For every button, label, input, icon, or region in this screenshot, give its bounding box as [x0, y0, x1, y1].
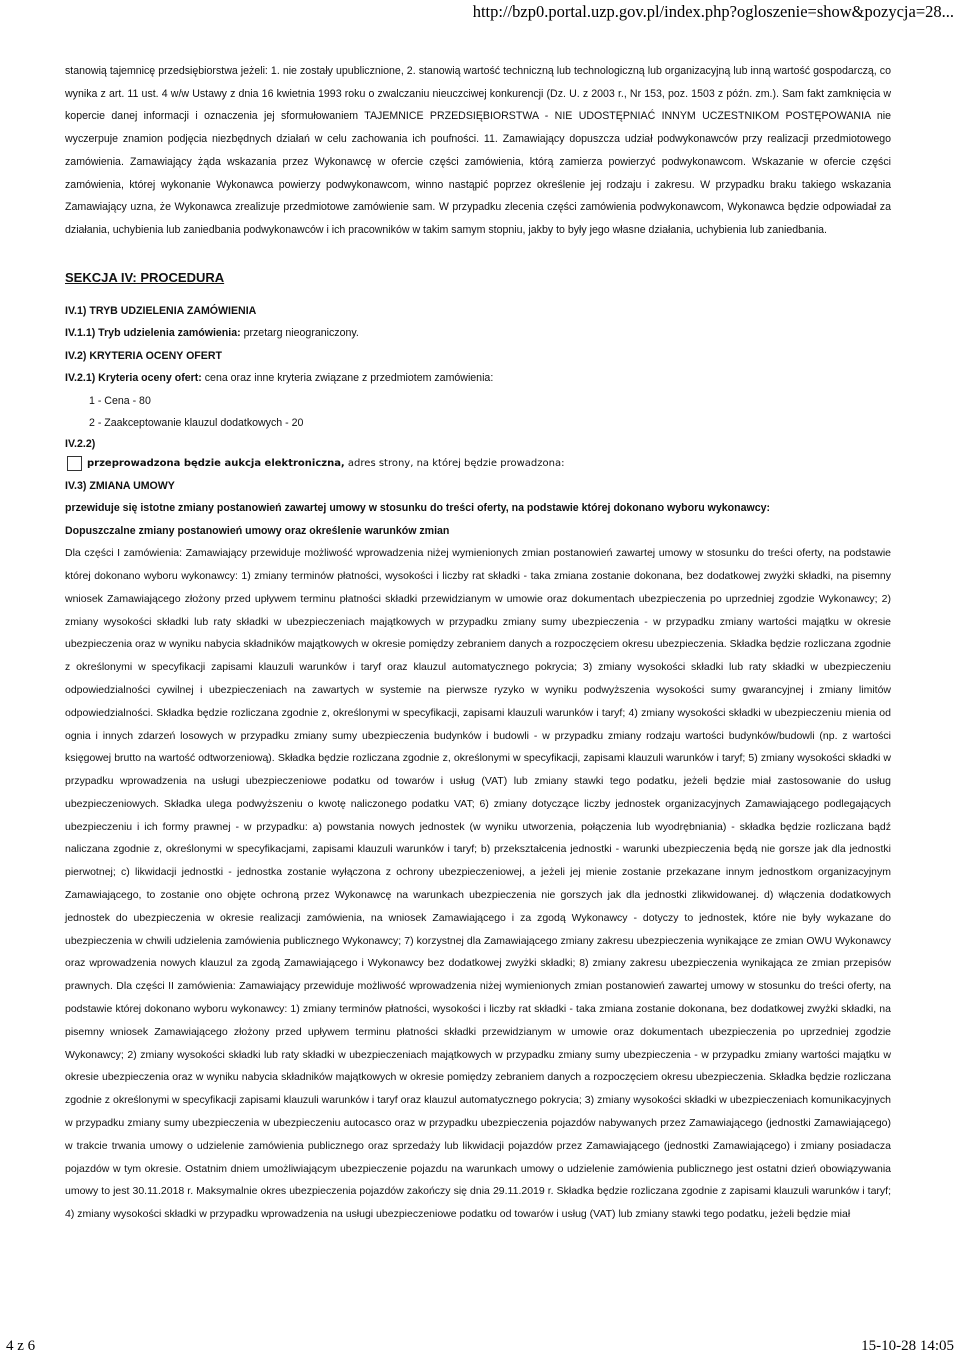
iv11-value: przetarg nieograniczony. [243, 327, 359, 340]
print-header-url: http://bzp0.portal.uzp.gov.pl/index.php?ogloszenie=show&pozycja=28... [472, 2, 954, 21]
page-number: 4 z 6 [6, 1338, 36, 1354]
iv22-label: IV.2.2) [65, 437, 96, 450]
print-datetime: 15-10-28 14:05 [861, 1338, 954, 1354]
criterion-item: 1 - Cena - 80 [89, 394, 151, 407]
iv11-row [65, 322, 891, 345]
iv21-label: IV.2.1) Kryteria oceny ofert: [65, 372, 202, 385]
document-content [65, 60, 891, 1226]
iv2-heading: IV.2) KRYTERIA OCENY OFERT [65, 349, 222, 362]
iv11-label: IV.1.1) Tryb udzielenia zamówienia: [65, 327, 241, 340]
auction-row [65, 453, 891, 475]
iv21-row [65, 367, 891, 390]
change-heading-1: przewiduje się istotne zmiany postanowień zawartej umowy w stosunku do treści oferty, na podstawie której dokonano wyboru wykonawcy: [65, 502, 771, 515]
auction-checkbox[interactable] [67, 456, 82, 471]
iv21-value: cena oraz inne kryteria związane z przedmiotem zamówienia: [204, 372, 494, 385]
auction-label: przeprowadzona będzie aukcja elektroniczna, [87, 458, 345, 470]
change-heading-2: Dopuszczalne zmiany postanowień umowy oraz określenie warunków zmian [65, 524, 450, 537]
criterion-item: 2 - Zaakceptowanie klauzul dodatkowych - 20 [89, 417, 304, 430]
change-text: Dla części I zamówienia: Zamawiający przewiduje możliwość wprowadzenia niżej wymienionych zmian postanowień zawartej umowy w stosunku do treści oferty, na podstawie której dokonano wyboru wykonawcy: 1) zmiany terminów płatności, wysokości i liczby rat składki - taka zmiana zostanie dokonana, bez dodatkowej zwyżki składki, na pisemny wniosek Zamawiającego złożony przed upływem terminu płatności składki przewidzianym w umowie oraz dokumentach ubezpieczenia po uprzedniej zgodzie Wykonawcy; 2) zmiany wysokości składki lub raty składki w ubezpieczeniach majątkowych w przypadku zmiany sumy ubezpieczenia - w przypadku zmiany wartości majątku w okresie ubezpieczenia oraz w wyniku nabycia składników majątkowych w okresie pomiędzy zebraniem danych a rozpoczęciem okresu ubezpieczenia. Składka będzie rozliczana zgodnie z określonymi w specyfikacji zapisami klauzuli warunków i taryf oraz klauzul automatycznego pokrycia; 3) zmiany wysokości składki lub raty składki w ubezpieczeniu odpowiedzialności cywilnej i ubezpieczeniach na zawartych w systemie na pierwsze ryzyko w wyniku podwyższenia wysokości sumy gwarancyjnej i zmiany limitów odpowiedzialności. Składka będzie rozliczana zgodnie z, określonymi w specyfikacji, zapisami klauzuli warunków i taryf; 4) zmiany wysokości składki w ubezpieczeniu mienia od ognia i innych zdarzeń losowych w przypadku zmiany sumy ubezpieczenia budynków i budowli - w przypadku zmiany rodzaju wartości budynków/budowli (np. z wartości księgowej brutto na wartość odtworzeniową). Składka będzie rozliczana zgodnie z, określonymi w specyfikacji, zapisami klauzuli warunków i taryf; 5) zmiany wysokości składki w przypadku wprowadzenia na usługi ubezpieczeniowe podatku od towarów i usług (VAT) lub zmiany stawki tego podatku, jeżeli będzie miał zastosowanie do usług ubezpieczeniowych. Składka ulega podwyższeniu o kwotę naliczonego podatku VAT; 6) zmiany dotyczące liczby jednostek organizacyjnych Zamawiającego podlegających ubezpieczeniu i ich formy prawnej - w przypadku: a) powstania nowych jednostek (w wyniku utworzenia, połączenia lub wyodrębniania) - składka będzie rozliczana bądź naliczana zgodnie z, określonymi w specyfikacjami, zapisami klauzuli warunków i taryf; b) przekształcenia jednostki - warunki ubezpieczenia będą nie gorsze jak dla jednostki pierwotnej; c) likwidacji jednostki - jednostka zostanie wyłączona z ochrony ubezpieczeniowej, a jeżeli jej mienie zostanie przekazane innym jednostkom organizacyjnym Zamawiającego, to zostanie ono objęte ochroną przez Wykonawcę na warunkach ubezpieczenia nie gorszych jak dla jednostki zlikwidowanej. d) włączenia dodatkowych jednostek do ubezpieczenia w okresie realizacji zamówienia, na wniosek Zamawiającego i za zgodą Wykonawcy - dotyczy to jednostek, które nie były wykazane do ubezpieczenia w chwili udzielenia zamówienia publicznego Wykonawcy; 7) korzystnej dla Zamawiającego zmiany zakresu ubezpieczenia wynikające ze zmian OWU Wykonawcy oraz wprowadzenia nowych klauzul za zgodą Zamawiającego i Wykonawcy bez dodatkowej zwyżki składki; 8) zmiany zakresu ubezpieczenia wynikająca ze zmian przepisów prawnych. Dla części II zamówienia: Zamawiający przewiduje możliwość wprowadzenia niżej wymienionych zmian postanowień zawartej umowy w stosunku do treści oferty, na podstawie której dokonano wyboru wykonawcy: 1) zmiany terminów płatności, wysokości i liczby rat składki - taka zmiana zostanie dokonana, bez dodatkowej zwyżki składki, na pisemny wniosek Zamawiającego złożony przed upływem terminu płatności składki przewidzianym w umowie oraz dokumentach ubezpieczenia po uprzedniej zgodzie Wykonawcy; 2) zmiany wysokości składki lub raty składki w ubezpieczeniach majątkowych w przypadku zmiany sumy ubezpieczenia - w przypadku zmiany wartości majątku w okresie ubezpieczenia oraz w wyniku nabycia składników majątkowych w okresie pomiędzy zebraniem danych a rozpoczęciem okresu ubezpieczenia. Składka będzie rozliczana zgodnie z określonymi w specyfikacji zapisami klauzuli warunków i taryf oraz klauzul automatycznego pokrycia; 3) zmiany wysokości składki w ubezpieczeniach komunikacyjnych w przypadku zmiany sumy ubezpieczenia w ubezpieczeniu autocasco oraz w przypadku ubezpieczenia pojazdów nabywanych przez Zamawiającego (jednostki Zamawiającego) w trakcie trwania umowy o udzielenie zamówienia publicznego oraz sprzedaży lub likwidacji pojazdów przez Zamawiającego (jednostki Zamawiającego) i zmiany posiadacza pojazdów w tym okresie. Ostatnim dniem umożliwiającym ubezpieczenie pojazdu na warunkach umowy o udzielenie zamówienia publicznego jest ostatni dzień obowiązywania umowy to jest 30.11.2018 r. Maksymalnie okres ubezpieczenia pojazdów zakończy się dnia 29.11.2019 r. Składka będzie rozliczana zgodnie z zapisami klauzuli warunków i taryf; 4) zmiany wysokości składki w przypadku wprowadzenia na usługi ubezpieczeniowe podatku od towarów i usług (VAT) lub zmiany stawki tego podatku, jeżeli będzie miał [65, 547, 891, 1221]
section-title: SEKCJA IV: PROCEDURA [65, 269, 225, 285]
auction-address-text: adres strony, na której będzie prowadzona: [347, 458, 565, 470]
iv1-heading: IV.1) TRYB UDZIELENIA ZAMÓWIENIA [65, 304, 257, 317]
intro-paragraph: stanowią tajemnicę przedsiębiorstwa jeżeli: 1. nie zostały upublicznione, 2. stanowią wartość techniczną lub technologiczną lub organizacyjną lub inną wartość gospodarczą, co wynika z art. 11 ust. 4 w/w Ustawy z dnia 16 kwietnia 1993 roku o zwalczaniu nieuczciwej konkurencji (Dz. U. z 2003 r., Nr 153, poz. 1503 z późn. zm.). Sam fakt zamknięcia w kopercie danej informacji i oznaczenia jej sformułowaniem TAJEMNICE PRZEDSIĘBIORSTWA - NIE UDOSTĘPNIAĆ INNYM UCZESTNIKOM POSTĘPOWANIA nie wyczerpuje znamion podjęcia niezbędnych działań w celu zachowania ich poufności. 11. Zamawiający dopuszcza udział podwykonawców przy realizacji przedmiotowego zamówienia. Zamawiający żąda wskazania przez Wykonawcę w ofercie części zamówienia, którą zamierza powierzyć podwykonawcom. Wskazanie w ofercie części zamówienia, której wykonanie Wykonawca powierzy podwykonawcom, winno nastąpić poprzez określenie jej rodzaju i zakresu. W przypadku braku takiego wskazania Zamawiający uzna, że Wykonawca zrealizuje przedmiotowe zamówienie sam. W przypadku zlecenia części zamówienia podwykonawcom, Wykonawca będzie odpowiadał za działania, uchybienia lub zaniedbania podwykonawców i ich pracowników w takim samym stopniu, jakby to były jego własne działania, uchybienia lub zaniedbania. [65, 65, 891, 236]
iv3-heading: IV.3) ZMIANA UMOWY [65, 479, 175, 492]
